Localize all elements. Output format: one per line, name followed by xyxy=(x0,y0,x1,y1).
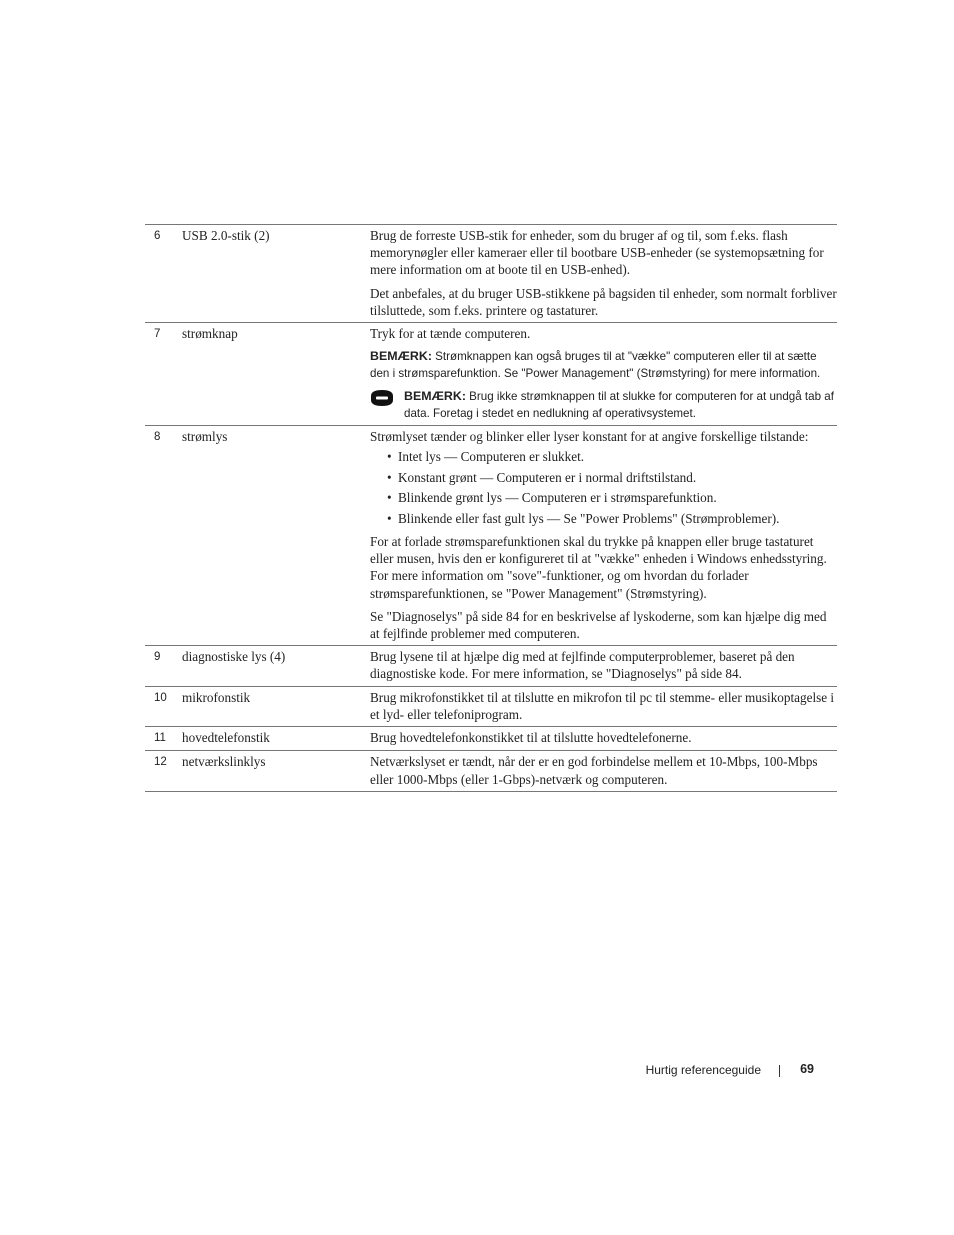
description-paragraph: For at forlade strømsparefunktionen skal du trykke på knappen eller bruge tastaturet eller musen, hvis den er konfigureret til at "vække" enheden i Windows enhedsstyring. For mere information om "sove"-funktioner, og om hvordan du forlader strømsparefunktionen, se "Power Management" (Strømstyring). xyxy=(370,533,827,601)
footer-divider xyxy=(779,1065,780,1077)
row-description xyxy=(370,689,837,723)
row-item-name: strømknap xyxy=(182,326,238,342)
list-item: • Blinkende eller fast gult lys — Se "Power Problems" (Strømproblemer). xyxy=(387,510,837,527)
table-row xyxy=(145,323,837,426)
row-number: 12 xyxy=(154,756,167,769)
row-description xyxy=(370,227,837,319)
list-item: • Intet lys — Computeren er slukket. xyxy=(387,448,837,465)
row-item-name: diagnostiske lys (4) xyxy=(182,649,286,665)
table-row xyxy=(145,426,837,646)
list-item: • Blinkende grønt lys — Computeren er i strømsparefunktion. xyxy=(387,489,837,506)
page-number: 69 xyxy=(800,1062,814,1076)
description-paragraph: Se "Diagnoselys" på side 84 for en beskrivelse af lyskoderne, som kan hjælpe dig med at fejlfinde problemer med computeren. xyxy=(370,608,827,641)
description-paragraph: Brug hovedtelefonkonstikket til at tilslutte hovedtelefonerne. xyxy=(370,729,692,745)
row-description xyxy=(370,729,837,748)
notice-text: Brug ikke strømknappen til at slukke for computeren for at undgå tab af data. Foretag i stedet en nedlukning af operativsystemet. xyxy=(404,390,834,421)
row-item-name: mikrofonstik xyxy=(182,689,251,705)
table-row xyxy=(145,225,837,323)
page-footer xyxy=(600,1062,815,1080)
description-paragraph: Brug de forreste USB-stik for enheder, som du bruger af og til, som f.eks. flash memorynøgler eller kameraer eller til bootbare USB-enheder (se systemopsætning for mere information om at boote til en USB-enhed). xyxy=(370,228,824,278)
description-paragraph: Brug mikrofonstikket til at tilslutte en mikrofon til pc til stemme- eller musikoptagelse i et lyd- eller telefoniprogram. xyxy=(370,689,835,722)
description-paragraph: Det anbefales, at du bruger USB-stikkene på bagsiden til enheder, som normalt forbliver tilsluttede, som f.eks. printere og tastaturer. xyxy=(370,285,837,318)
note-text: Strømknappen kan også bruges til at "vække" computeren eller til at sætte den i strømsparefunktion. Se "Power Management" (Strømstyring) for mere information. xyxy=(370,350,821,381)
row-number: 10 xyxy=(154,691,167,704)
row-item-name: netværkslinklys xyxy=(182,754,266,770)
row-item-name: strømlys xyxy=(182,429,228,445)
table-row xyxy=(145,751,837,791)
connector-table xyxy=(145,224,837,792)
table-row xyxy=(145,727,837,752)
row-description xyxy=(370,428,837,642)
table-row xyxy=(145,646,837,686)
note-label: BEMÆRK: xyxy=(370,349,432,364)
description-paragraph: Netværkslyset er tændt, når der er en god forbindelse mellem et 10-Mbps, 100-Mbps eller 1000-Mbps (eller 1-Gbps)-netværk og computeren. xyxy=(370,754,818,787)
notice-block xyxy=(370,388,837,422)
description-paragraph: Brug lysene til at hjælpe dig med at fejlfinde computerproblemer, baseret på den diagnostiske kode. For mere information, se "Diagnoselys" på side 84. xyxy=(370,649,795,682)
list-item: • Konstant grønt — Computeren er i normal driftstilstand. xyxy=(387,469,837,486)
row-description xyxy=(370,325,837,422)
row-description xyxy=(370,648,837,682)
notice-icon xyxy=(370,388,404,422)
description-paragraph: Strømlyset tænder og blinker eller lyser konstant for at angive forskellige tilstande: xyxy=(370,429,809,445)
footer-title: Hurtig referenceguide xyxy=(645,1063,761,1077)
row-number: 7 xyxy=(154,328,161,341)
row-number: 6 xyxy=(154,230,161,242)
row-number: 9 xyxy=(154,651,161,664)
row-number: 8 xyxy=(154,431,161,444)
notice-label: BEMÆRK: xyxy=(404,389,466,404)
description-paragraph: Tryk for at tænde computeren. xyxy=(370,326,531,342)
note-block xyxy=(370,348,837,382)
state-list xyxy=(370,448,837,527)
table-row xyxy=(145,687,837,727)
row-item-name: hovedtelefonstik xyxy=(182,729,270,745)
row-description xyxy=(370,753,837,787)
row-item-name: USB 2.0-stik (2) xyxy=(182,228,270,243)
row-number: 11 xyxy=(154,731,166,744)
